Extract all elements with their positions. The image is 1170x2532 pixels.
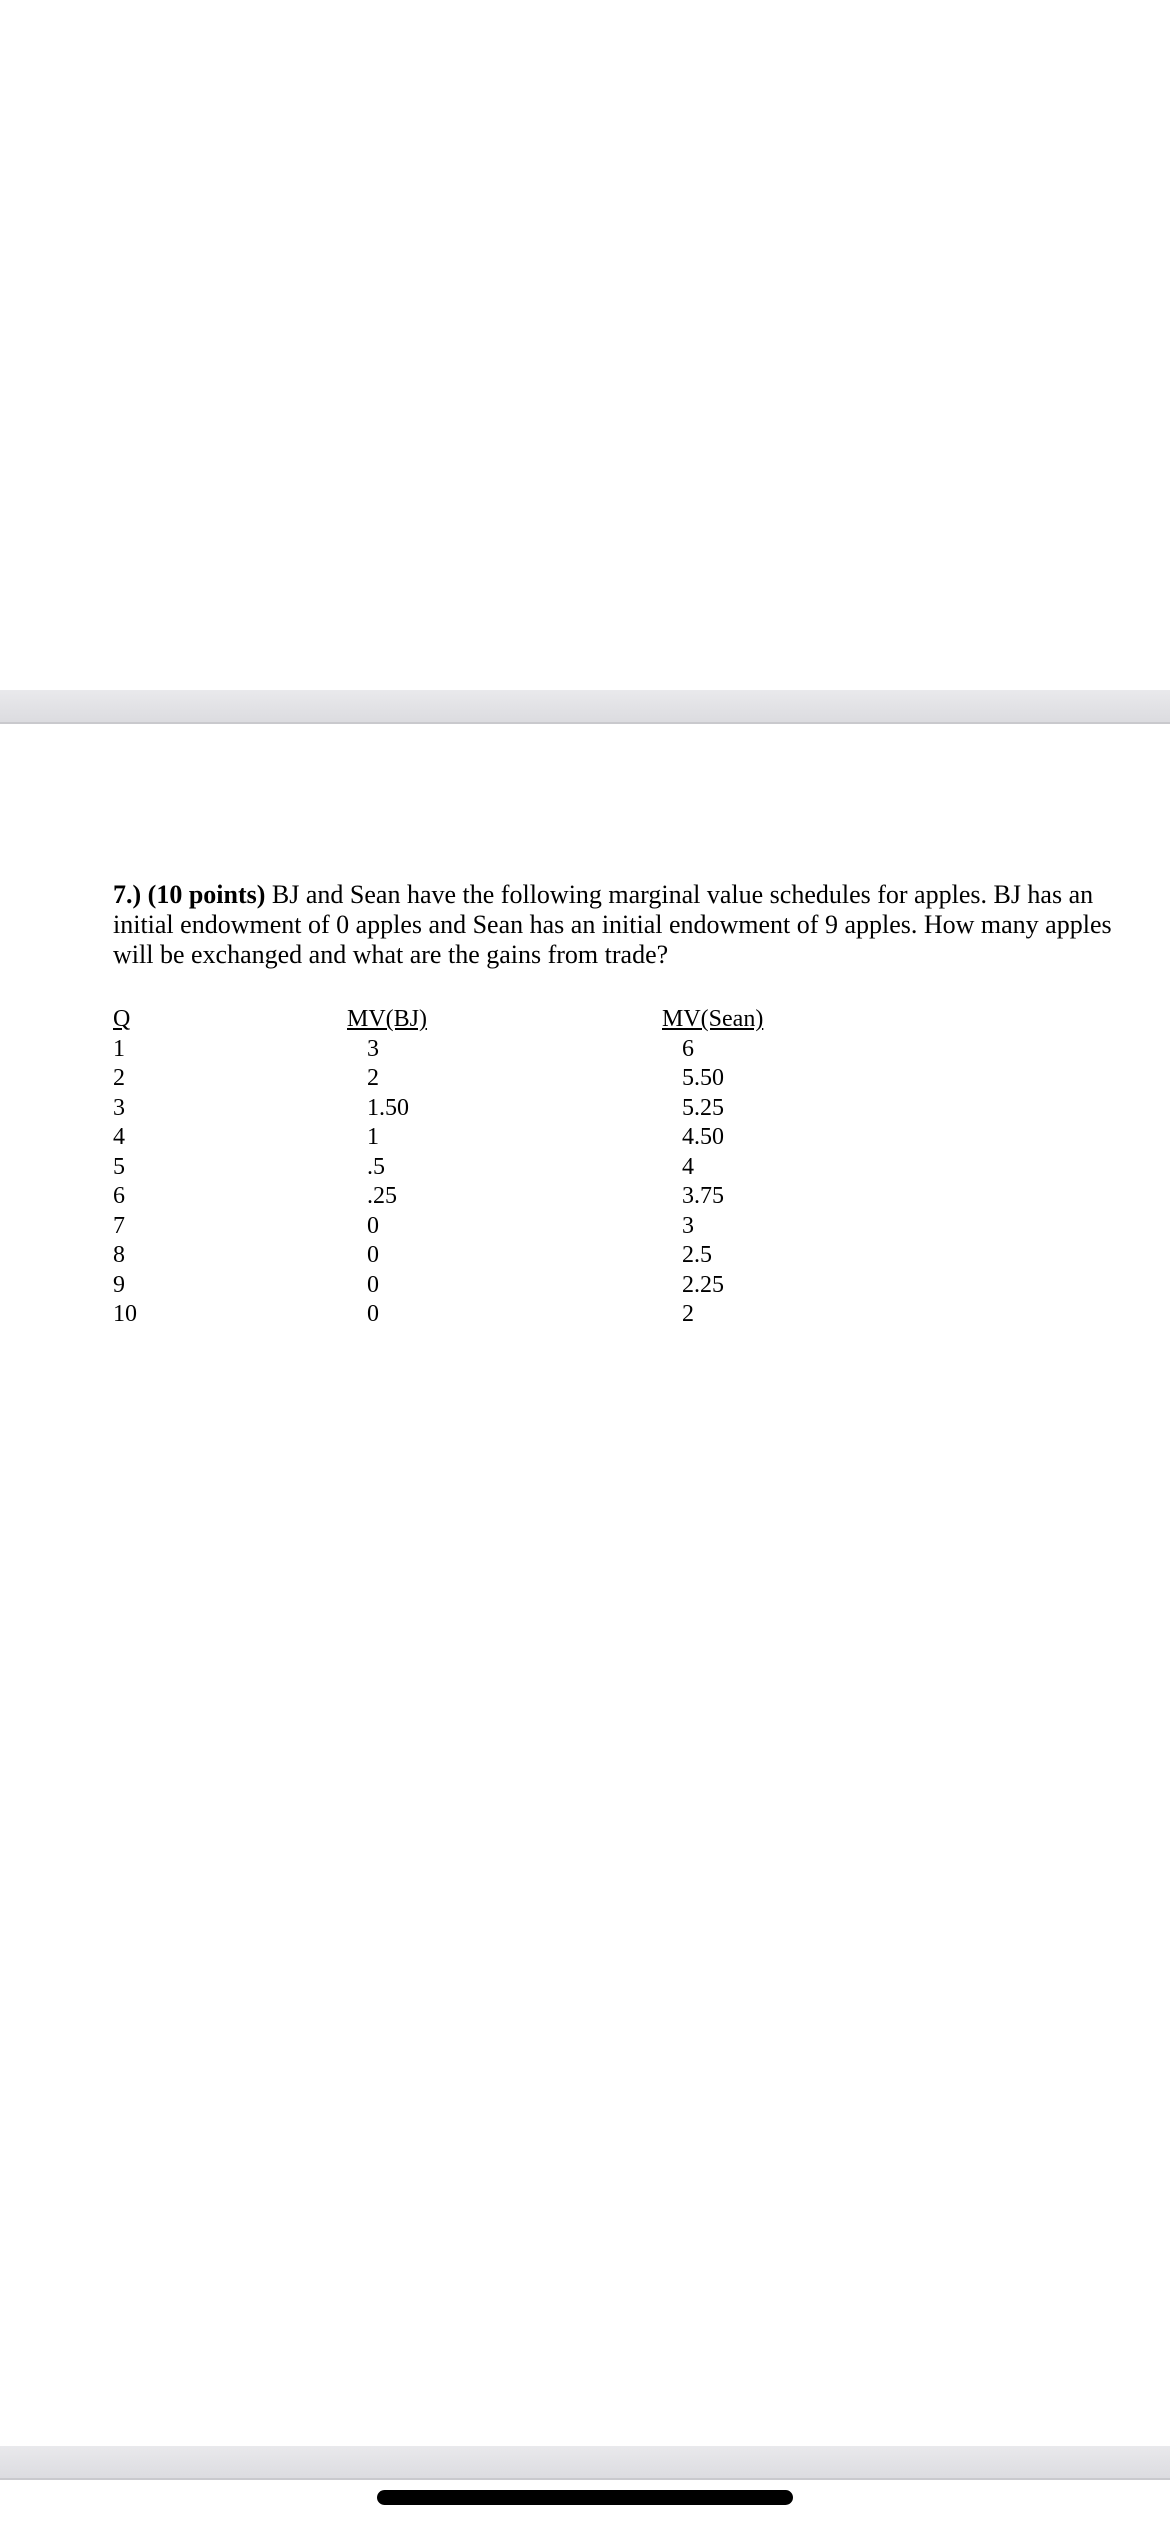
cell-mv-sean: 4.50 <box>682 1124 724 1150</box>
cell-q: 9 <box>113 1271 125 1298</box>
table-row <box>113 1212 1113 1242</box>
table-row <box>113 1094 1113 1124</box>
cell-mv-sean: 2.25 <box>682 1271 724 1298</box>
cell-mv-bj: .5 <box>367 1153 385 1180</box>
home-indicator[interactable] <box>377 2490 793 2505</box>
question-body: BJ and Sean have the following marginal value schedules for apples. BJ has an initial endowment of 0 apples and Sean has an initial endowment of 9 apples. How many apples will be exchanged and what are the gains from trade? <box>113 880 1112 969</box>
cell-mv-bj: 0 <box>367 1212 379 1239</box>
cell-q: 7 <box>113 1212 125 1239</box>
cell-mv-bj: 0 <box>367 1301 379 1327</box>
cell-mv-sean: 5.50 <box>682 1065 724 1091</box>
table-row <box>113 1271 1113 1301</box>
cell-mv-sean: 3 <box>682 1212 694 1239</box>
cell-q: 5 <box>113 1153 125 1180</box>
table-row <box>113 1182 1113 1212</box>
cell-mv-sean: 6 <box>682 1035 694 1062</box>
cell-mv-bj: .25 <box>367 1183 397 1209</box>
table-row <box>113 1241 1113 1271</box>
cell-q: 3 <box>113 1094 125 1121</box>
cell-q: 2 <box>113 1065 125 1091</box>
table-row <box>113 1123 1113 1153</box>
cell-mv-bj: 1 <box>367 1124 379 1150</box>
cell-mv-sean: 2 <box>682 1301 694 1327</box>
header-mv-sean: MV(Sean) <box>662 1006 764 1032</box>
table-row <box>113 1064 1113 1094</box>
header-mv-bj: MV(BJ) <box>347 1006 428 1032</box>
cell-mv-bj: 2 <box>367 1065 379 1091</box>
page-separator-bottom <box>0 2446 1170 2480</box>
table-row <box>113 1300 1113 1330</box>
table-row <box>113 1035 1113 1065</box>
question-points: (10 points) <box>147 880 266 909</box>
cell-mv-bj: 3 <box>367 1035 379 1062</box>
cell-mv-sean: 3.75 <box>682 1183 724 1209</box>
table-row <box>113 1153 1113 1183</box>
table-header-row <box>113 1005 1113 1035</box>
cell-q: 10 <box>113 1301 137 1327</box>
cell-q: 6 <box>113 1183 125 1209</box>
cell-mv-sean: 2.5 <box>682 1242 712 1268</box>
cell-mv-bj: 1.50 <box>367 1094 409 1121</box>
cell-mv-sean: 4 <box>682 1153 694 1180</box>
cell-q: 1 <box>113 1035 125 1062</box>
cell-mv-sean: 5.25 <box>682 1094 724 1121</box>
question-number: 7.) <box>113 880 142 909</box>
question-text <box>113 880 1133 970</box>
header-q: Q <box>113 1006 131 1032</box>
cell-q: 4 <box>113 1124 125 1150</box>
cell-q: 8 <box>113 1242 125 1268</box>
cell-mv-bj: 0 <box>367 1242 379 1268</box>
marginal-value-table <box>113 1005 1113 1330</box>
cell-mv-bj: 0 <box>367 1271 379 1298</box>
page-separator-top <box>0 690 1170 724</box>
